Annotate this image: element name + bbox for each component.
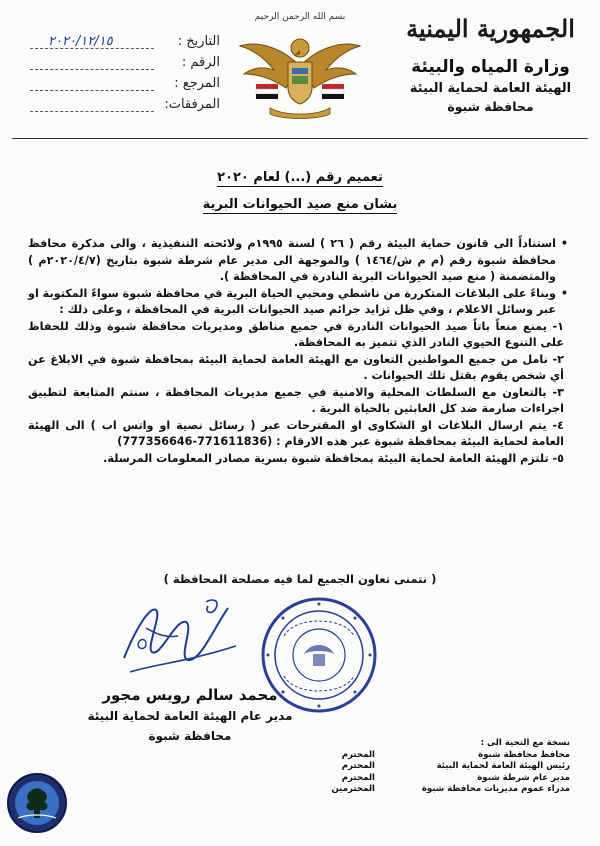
paragraph-reasons: • وبناءً على البلاغات المتكررة من ناشطي ومحبي الحياة البرية في محافظة شبوة سواءً المكتوبة او عبر وسائل الاعلام ، وفي ظل تزايد جرائم صيد الحيوانات البرية في المحافظة ، وعلى ذلك : [28, 286, 568, 319]
letter-meta [30, 30, 220, 114]
date-label: التاريخ : [177, 34, 220, 49]
list-item [315, 784, 570, 796]
reference-row [30, 72, 220, 91]
number-line [30, 55, 154, 70]
environment-logo-icon [6, 772, 68, 834]
circular-subject-text: بشان منع صيد الحيوانات البرية [202, 197, 398, 212]
letter-body [28, 236, 568, 467]
circular-title-text: تعميم رقم (...) لعام ٢٠٢٠ [217, 170, 383, 185]
attachments-line [30, 97, 154, 112]
list-item: ٢- نامل من جميع المواطنين التعاون مع الهيئة العامة لحماية البيئة بمحافظة شبوة في الابلاغ عن أي شخص يقوم بقتل تلك الحيوانات . [28, 352, 564, 382]
list-item: ٥- تلتزم الهيئة العامة لحماية البيئة بمحافظة شبوة بسرية مصادر المعلومات المرسلة. [103, 451, 564, 465]
copy-suffix: المحترم [341, 749, 375, 760]
copies-list [315, 738, 570, 796]
list-item [315, 773, 570, 785]
circular-title [0, 170, 600, 185]
letterhead-right [393, 14, 588, 116]
authority-name: الهيئة العامة لحماية البيئة [409, 81, 572, 96]
copy-suffix: المحترم [341, 772, 375, 783]
copy-suffix: المحترم [341, 761, 375, 771]
copy-suffix: المحترمين [331, 784, 375, 794]
attachments-label: المرفقات: [164, 97, 220, 112]
reference-label: المرجع : [174, 76, 220, 91]
copy-recipient: محافظ محافظة شبوة [478, 749, 570, 760]
list-item: ٤- يتم ارسال البلاغات او الشكاوى او المقترحات عبر ( رسائل نصية او واتس اب ) الى الهيئة العامة لحماية البيئة بمحافظة شبوة عبر هذه الارقام : (771611836-777356646) [28, 418, 564, 448]
ministry-name: وزارة المياه والبيئة [411, 57, 570, 77]
list-item: ٣- بالتعاون مع السلطات المحلية والامنية في جميع مديريات المحافظة ، سنتم المتابعة لتطبيق اجراءات صارمة ضد كل العابثين بالحياة البرية . [28, 385, 564, 415]
reference-line [30, 76, 154, 91]
province-name: محافظة شبوة [447, 99, 534, 114]
date-handwritten: ٢٠٢٠/١٢/١٥ [48, 34, 113, 49]
header-divider [12, 138, 588, 139]
basmala: بسم الله الرحمن الرحيم [254, 12, 346, 22]
circular-subject [0, 197, 600, 212]
list-item: ١- يمنع منعاً باتاً صيد الحيوانات النادرة في جميع مناطق ومديريات محافظة شبوة وذلك للحفاظ على التنوع الحيوي النادر الذي تتميز به المحافظة. [28, 319, 564, 349]
attachments-row [30, 93, 220, 112]
date-row [30, 30, 220, 49]
copy-recipient: مدراء عموم مديريات محافظة شبوة [421, 784, 570, 794]
signatory-name: محمد سالم رويس مجور [102, 686, 278, 704]
copies-heading: نسخة مع التحية الى : [480, 738, 570, 748]
number-label: الرقم : [181, 55, 220, 70]
closing-line: ( نتمنى تعاون الجميع لما فيه مصلحة المحافظة ) [163, 572, 437, 586]
signatory-province: محافظة شبوة [148, 729, 232, 743]
handwritten-signature [116, 588, 246, 680]
signatory-block [60, 684, 320, 746]
copy-recipient: رئيس الهيئة العامة لحماية البيئة [436, 761, 570, 771]
copy-recipient: مدير عام شرطة شبوة [477, 772, 570, 783]
republic-name: الجمهورية اليمنية [406, 14, 575, 43]
list-item [315, 750, 570, 762]
signatory-title: مدير عام الهيئة العامة لحماية البيئة [87, 709, 293, 723]
paragraph-preamble: • استناداً الى قانون حماية البيئة رقم ( ٢٦ ) لسنة ١٩٩٥م ولائحته التنفيذية ، والى مذكرة محافظ محافظة شبوة رقم (م م ش/١٤٦٤ ) والموجهة الى مدير عام شرطة شبوة بتاريخ (٢٠٢٠/٤/٧م ) والمتضمنة ( منع صيد الحيوانات البرية النادرة في المحافظة ). [28, 236, 568, 286]
number-row [30, 51, 220, 70]
list-item [315, 761, 570, 773]
date-line [30, 34, 154, 49]
yemen-eagle-emblem-icon [234, 26, 366, 122]
